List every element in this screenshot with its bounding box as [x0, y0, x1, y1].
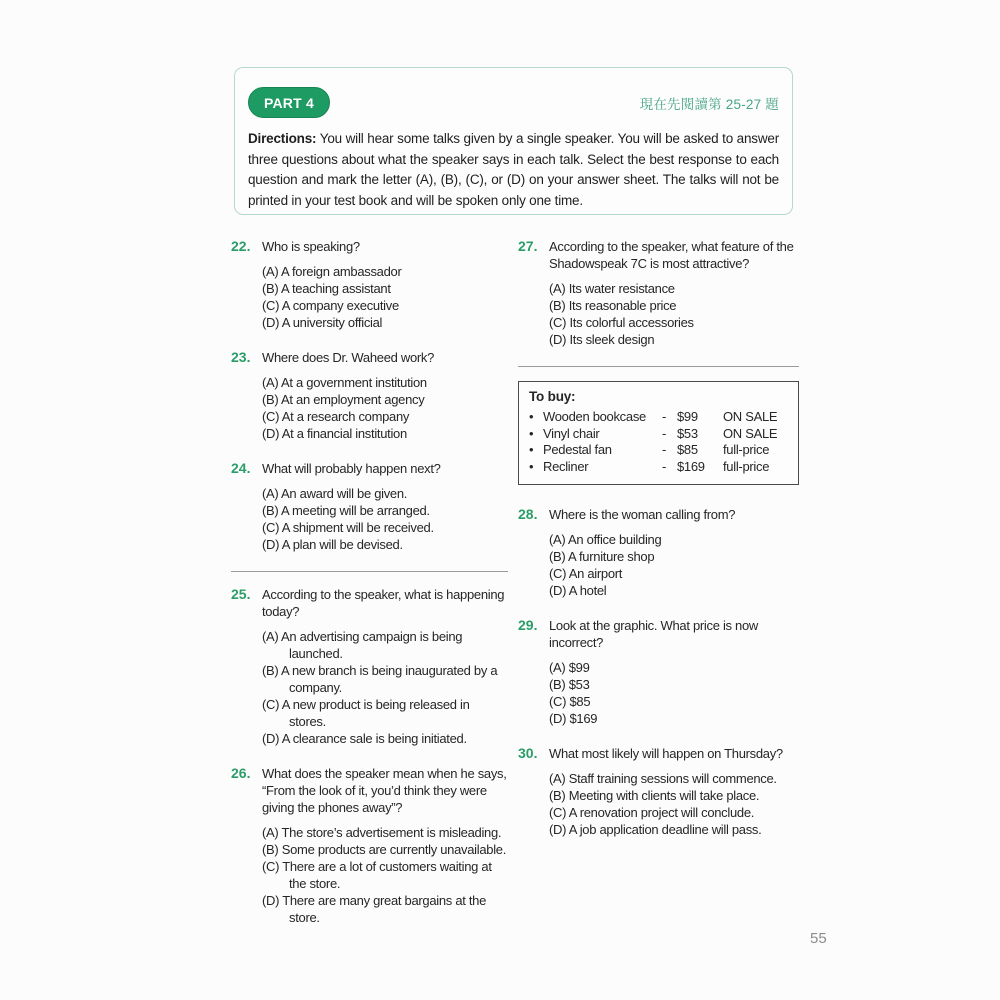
item-status: full-price [723, 442, 770, 457]
question-number: 30. [518, 745, 538, 761]
question-24 [231, 460, 508, 553]
reading-note-chinese: 現在先閱讀第 25-27 題 [639, 96, 779, 112]
question-options [549, 659, 799, 727]
item-name: Vinyl chair [543, 425, 600, 441]
option-c: (C) A renovation project will conclude. [549, 805, 755, 820]
question-number: 24. [231, 460, 251, 476]
option-d: (D) There are many great bargains at the store. [262, 893, 487, 925]
option-b: (B) A teaching assistant [262, 281, 391, 296]
question-text: Look at the graphic. What price is now incorrect? [549, 618, 758, 650]
part-badge: PART 4 [248, 87, 330, 118]
option-b: (B) A new branch is being inaugurated by a company. [262, 663, 498, 695]
item-price: $85 [677, 442, 698, 457]
question-options [549, 531, 799, 599]
question-number: 25. [231, 586, 251, 602]
question-head [231, 586, 508, 620]
question-23 [231, 349, 508, 442]
option-a: (A) An award will be given. [262, 486, 408, 501]
directions-body: You will hear some talks given by a single speaker. You will be asked to answer three questions about what the speaker says in each talk. Select the best response to each question and mark the letter (A), (B), (C), or (D) on your answer sheet. The talks will not be printed in your test book and will be spoken only one time. [248, 131, 780, 208]
question-head [518, 506, 799, 523]
option-b: (B) At an employment agency [262, 392, 425, 407]
option-d: (D) At a financial institution [262, 426, 407, 441]
section-divider [231, 571, 508, 572]
left-column [231, 238, 508, 944]
option-d: (D) A hotel [549, 583, 607, 598]
option-b: (B) A meeting will be arranged. [262, 503, 430, 518]
question-head [231, 460, 508, 477]
option-d: (D) $169 [549, 711, 598, 726]
question-options [549, 770, 799, 838]
question-options [262, 485, 508, 553]
question-head [231, 238, 508, 255]
question-head [518, 745, 799, 762]
option-c: (C) $85 [549, 694, 591, 709]
option-c: (C) A company executive [262, 298, 399, 313]
question-options [262, 628, 508, 747]
item-dash: - [661, 425, 667, 441]
option-c: (C) A shipment will be received. [262, 520, 434, 535]
item-name: Recliner [543, 458, 589, 474]
question-number: 26. [231, 765, 251, 781]
question-number: 23. [231, 349, 251, 365]
question-22 [231, 238, 508, 331]
question-head [518, 617, 799, 651]
question-head [231, 765, 508, 816]
item-dash: - [661, 458, 667, 474]
question-text: According to the speaker, what is happening today? [262, 587, 505, 619]
option-a: (A) Staff training sessions will commence. [549, 771, 777, 786]
question-29 [518, 617, 799, 727]
option-c: (C) At a research company [262, 409, 410, 424]
page-number: 55 [810, 930, 827, 947]
question-27 [518, 238, 799, 348]
item-status: full-price [723, 458, 770, 474]
option-c: (C) There are a lot of customers waiting at the store. [262, 859, 492, 891]
right-column [518, 238, 799, 856]
item-bullet: • [529, 442, 534, 457]
item-name: Wooden bookcase [543, 409, 646, 424]
option-a: (A) The store’s advertisement is misleading. [262, 825, 502, 840]
item-bullet: • [529, 458, 534, 474]
option-a: (A) At a government institution [262, 375, 427, 390]
directions-label: Directions: [248, 131, 317, 146]
to-buy-row [529, 442, 788, 459]
question-options [549, 280, 799, 348]
to-buy-row [529, 426, 788, 443]
question-text: Where is the woman calling from? [549, 507, 736, 522]
question-number: 29. [518, 617, 538, 633]
option-a: (A) $99 [549, 660, 590, 675]
item-price: $53 [677, 425, 698, 441]
option-d: (D) Its sleek design [549, 332, 655, 347]
item-bullet: • [529, 409, 534, 424]
question-options [262, 263, 508, 331]
question-text: Who is speaking? [262, 239, 360, 254]
question-30 [518, 745, 799, 838]
option-d: (D) A university official [262, 315, 383, 330]
question-number: 27. [518, 238, 538, 254]
option-c: (C) An airport [549, 566, 623, 581]
question-text: What most likely will happen on Thursday? [549, 746, 783, 761]
item-name: Pedestal fan [543, 442, 612, 457]
question-number: 28. [518, 506, 538, 522]
item-status: ON SALE [723, 425, 778, 441]
option-a: (A) A foreign ambassador [262, 264, 402, 279]
directions-header [248, 87, 779, 118]
question-number: 22. [231, 238, 251, 254]
question-head [518, 238, 799, 272]
option-b: (B) Its reasonable price [549, 298, 677, 313]
item-price: $99 [677, 409, 698, 424]
question-text: What will probably happen next? [262, 461, 441, 476]
question-text: What does the speaker mean when he says, “From the look of it, you’d think they were giving the phones away”? [262, 766, 507, 815]
option-a: (A) Its water resistance [549, 281, 675, 296]
question-options [262, 824, 508, 926]
item-dash: - [661, 442, 667, 457]
question-25 [231, 586, 508, 747]
item-price: $169 [677, 458, 705, 474]
to-buy-row [529, 409, 788, 426]
option-d: (D) A clearance sale is being initiated. [262, 731, 467, 746]
item-dash: - [661, 409, 667, 424]
option-d: (D) A plan will be devised. [262, 537, 403, 552]
question-text: Where does Dr. Waheed work? [262, 350, 435, 365]
question-26 [231, 765, 508, 926]
option-b: (B) $53 [549, 677, 590, 692]
option-b: (B) Meeting with clients will take place. [549, 788, 760, 803]
option-a: (A) An advertising campaign is being launched. [262, 629, 463, 661]
directions-box [234, 67, 793, 215]
section-divider [518, 366, 799, 367]
question-options [262, 374, 508, 442]
option-c: (C) Its colorful accessories [549, 315, 694, 330]
option-b: (B) A furniture shop [549, 549, 655, 564]
question-text: According to the speaker, what feature of the Shadowspeak 7C is most attractive? [549, 239, 794, 271]
option-b: (B) Some products are currently unavailable. [262, 842, 507, 857]
to-buy-graphic-box [518, 381, 799, 485]
option-a: (A) An office building [549, 532, 662, 547]
to-buy-row [529, 459, 788, 476]
item-status: ON SALE [723, 409, 778, 424]
option-d: (D) A job application deadline will pass. [549, 822, 762, 837]
question-28 [518, 506, 799, 599]
item-bullet: • [529, 425, 534, 441]
to-buy-title: To buy: [529, 389, 576, 404]
question-head [231, 349, 508, 366]
directions-paragraph [248, 129, 779, 211]
option-c: (C) A new product is being released in stores. [262, 697, 470, 729]
